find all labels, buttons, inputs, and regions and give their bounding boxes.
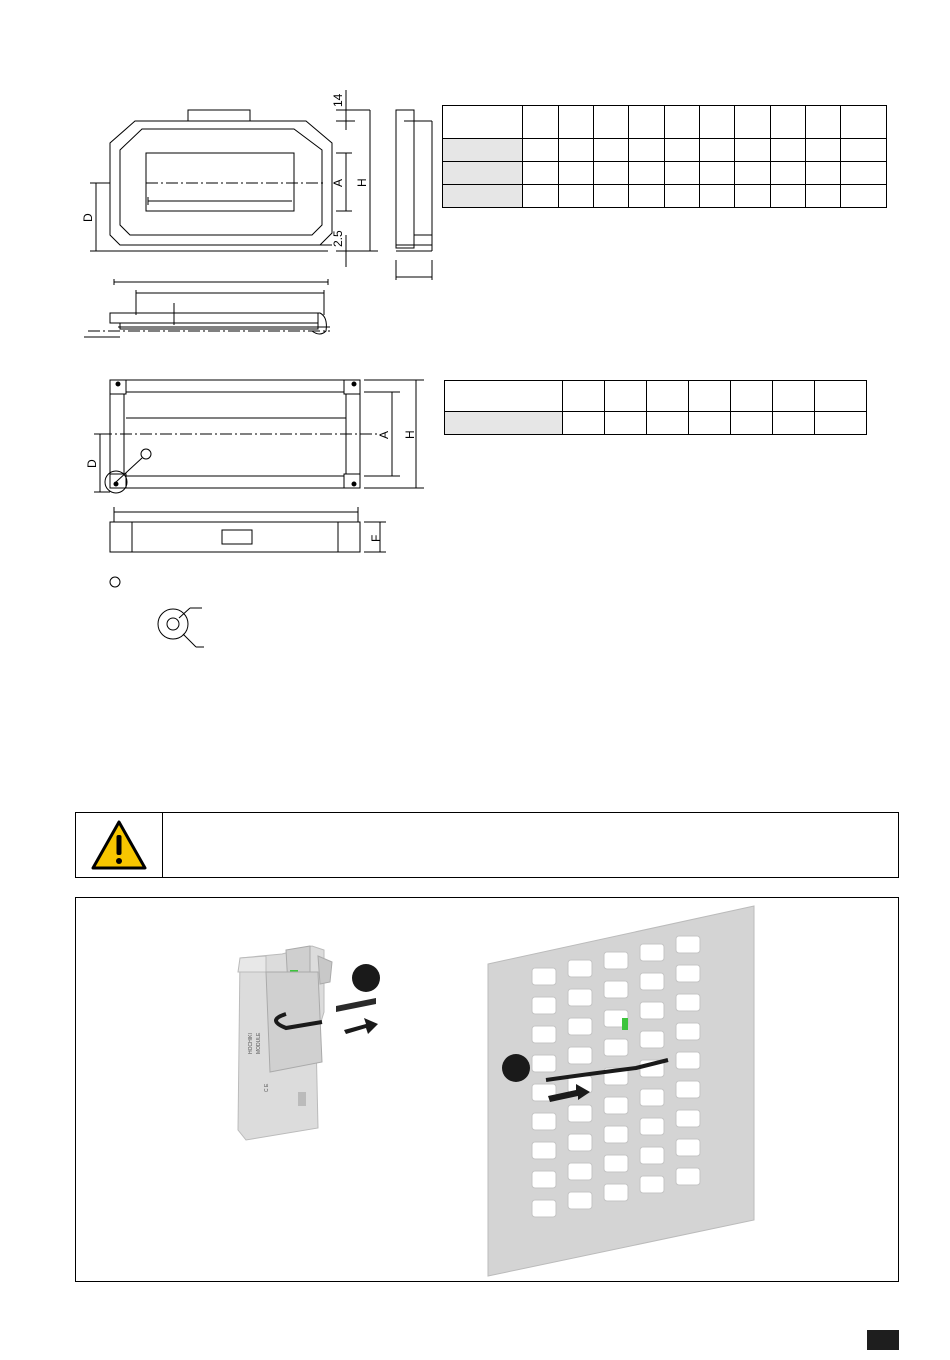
grille-slot: [676, 1081, 700, 1098]
grille-slot: [640, 1176, 664, 1193]
module-label: MODULE: [256, 1032, 262, 1054]
table-row: [445, 412, 867, 435]
dimension-table-1: [442, 105, 887, 208]
step-marker-1: [352, 964, 380, 992]
frame-inner: [120, 129, 322, 235]
grille-slot: [640, 973, 664, 990]
grille-panel-illustration: [476, 898, 766, 1282]
warning-separator: [162, 813, 163, 877]
grille-slot: [604, 952, 628, 969]
drawing-2: [80, 372, 430, 662]
warning-box: [75, 812, 899, 878]
grille-slot: [604, 1039, 628, 1056]
dim-label-d: D: [81, 213, 95, 222]
dim-label-14: 14: [331, 93, 345, 107]
grille-slot: [676, 936, 700, 953]
table-row: [443, 106, 887, 139]
module-device-illustration: [226, 942, 416, 1152]
grille-slot: [640, 1089, 664, 1106]
grille-slot: [568, 1047, 592, 1064]
dim-label-h: H: [355, 178, 369, 187]
grille-slot: [604, 1126, 628, 1143]
table-row: [443, 162, 887, 185]
grille-slot: [676, 1023, 700, 1040]
grille-slot: [568, 989, 592, 1006]
grille-slot: [676, 1168, 700, 1185]
grille-slot: [568, 1018, 592, 1035]
installation-illustration: [75, 897, 899, 1282]
grille-slot: [676, 994, 700, 1011]
dim-label-2-5: 2.5: [331, 230, 345, 247]
grille-slot: [532, 1113, 556, 1130]
window: [146, 153, 294, 211]
grille-slot: [532, 1055, 556, 1072]
dim-label-a2: A: [377, 430, 391, 439]
grille-slot: [640, 944, 664, 961]
grille-slot: [676, 965, 700, 982]
warning-triangle-icon: [90, 819, 148, 871]
step-marker-2: [502, 1054, 530, 1082]
grille-slot: [604, 1184, 628, 1201]
dim-label-h2: H: [403, 430, 417, 439]
table-row: [445, 381, 867, 412]
side-view: [396, 110, 414, 248]
grille-slot: [640, 1002, 664, 1019]
grille-slot: [568, 1163, 592, 1180]
detail-marker-icon: [110, 577, 120, 587]
page-number-tab: [867, 1330, 899, 1350]
grille-slot: [676, 1052, 700, 1069]
grille-slot: [604, 1097, 628, 1114]
grille-slot: [568, 1192, 592, 1209]
dim-label-f: F: [369, 534, 383, 542]
grille-slot: [568, 1105, 592, 1122]
dim-label-d2: D: [85, 459, 99, 468]
grille-slot: [532, 1171, 556, 1188]
grille-slot: [568, 960, 592, 977]
grille-slot: [676, 1110, 700, 1127]
module-label: HOCHIKI: [248, 1033, 254, 1054]
grille-slot: [676, 1139, 700, 1156]
grille-slot: [532, 968, 556, 985]
grille-slot: [532, 1200, 556, 1217]
grille-slot: [532, 997, 556, 1014]
dim-label-a: A: [331, 178, 345, 187]
dimension-table-2: [444, 380, 867, 435]
table-row: [443, 185, 887, 208]
grille-slot: [640, 1118, 664, 1135]
grille-slot: [532, 1142, 556, 1159]
frame-outer: [110, 110, 332, 245]
drawing-1: [80, 85, 440, 345]
grille-slot: [640, 1147, 664, 1164]
grille-slot: [532, 1026, 556, 1043]
grille-slot: [640, 1031, 664, 1048]
module-label: C E: [264, 1083, 270, 1092]
table-row: [443, 139, 887, 162]
grille-slot: [604, 981, 628, 998]
grille-slot: [568, 1134, 592, 1151]
grille-slot: [604, 1155, 628, 1172]
